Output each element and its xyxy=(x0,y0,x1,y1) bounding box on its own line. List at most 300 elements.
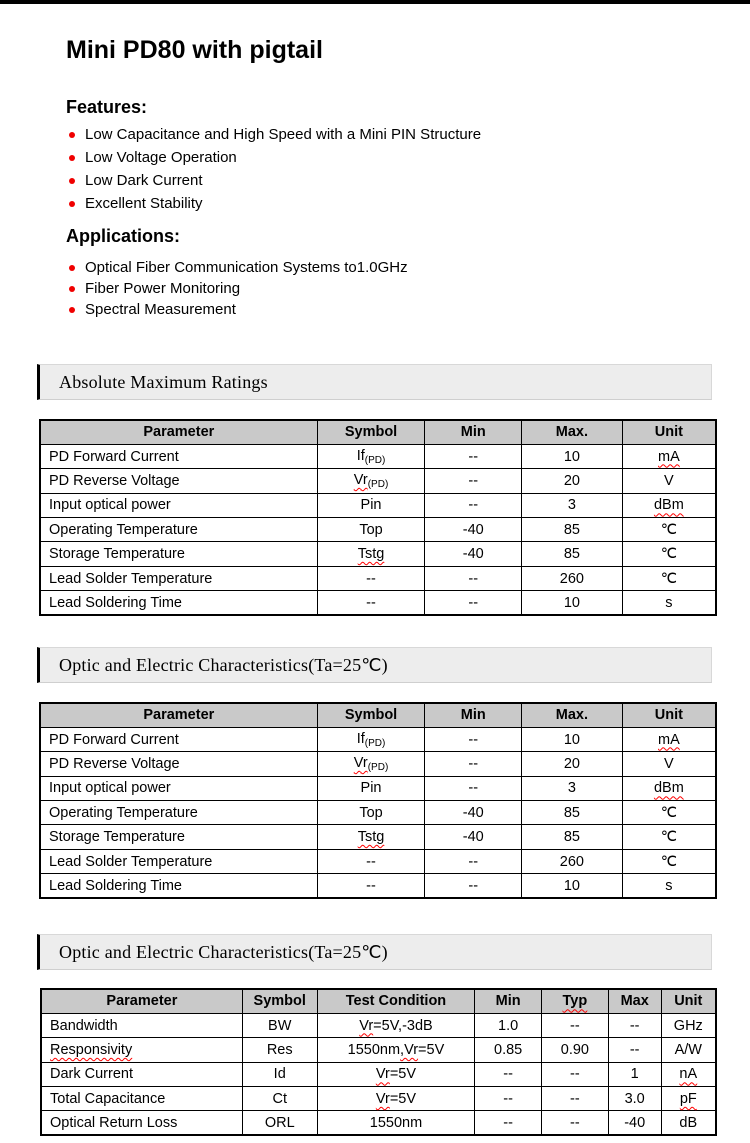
feature-item xyxy=(69,169,481,192)
cell-text: 3.0 xyxy=(624,1090,645,1107)
table-cell xyxy=(40,825,317,849)
table-cell xyxy=(622,849,716,873)
table-cell xyxy=(622,752,716,776)
table-cell xyxy=(317,874,425,898)
table-cell xyxy=(522,776,623,800)
cell-text: Parameter xyxy=(106,993,178,1010)
cell-text: Max. xyxy=(555,424,589,441)
table-cell xyxy=(425,444,522,468)
table-cell xyxy=(608,1062,661,1086)
cell-text: -40 xyxy=(462,829,484,846)
cell-text: Vr xyxy=(375,1090,390,1107)
bullet-icon xyxy=(69,201,75,207)
cell-text: =5V,-3dB xyxy=(373,1017,433,1034)
cell-text: Unit xyxy=(654,424,683,441)
table-header-row xyxy=(40,420,716,444)
cell-text: -- xyxy=(468,780,479,797)
application-item-label: Spectral Measurement xyxy=(85,301,236,318)
cell-text: ORL xyxy=(264,1114,295,1131)
cell-text: ,Vr xyxy=(400,1041,419,1058)
cell-text: -40 xyxy=(462,804,484,821)
table-cell xyxy=(40,752,317,776)
table-header-cell xyxy=(40,703,317,727)
cell-text: Lead Soldering Time xyxy=(49,877,182,894)
cell-text: Storage Temperature xyxy=(49,546,185,563)
cell-text: Max xyxy=(620,993,649,1010)
table-cell xyxy=(425,849,522,873)
cell-text: dB xyxy=(679,1114,698,1131)
cell-text: Tstg xyxy=(357,546,385,563)
table-cell xyxy=(40,776,317,800)
cell-text: -- xyxy=(570,1114,580,1131)
table-cell xyxy=(622,591,716,615)
table-header-row xyxy=(40,703,716,727)
cell-text: Unit xyxy=(674,993,703,1010)
table-header-cell xyxy=(661,989,716,1013)
cell-text: Pin xyxy=(360,497,382,514)
table-row xyxy=(40,566,716,590)
table-cell xyxy=(425,518,522,542)
bullet-icon xyxy=(69,265,75,271)
cell-text: -40 xyxy=(624,1114,646,1131)
table-row xyxy=(40,825,716,849)
cell-text: Input optical power xyxy=(49,497,171,514)
table-cell xyxy=(317,752,425,776)
spec-table xyxy=(39,419,717,616)
cell-text: PD Forward Current xyxy=(49,731,179,748)
cell-text: Min xyxy=(495,993,521,1010)
table-cell xyxy=(608,1013,661,1037)
table-cell xyxy=(522,542,623,566)
table-cell xyxy=(661,1013,716,1037)
table-cell xyxy=(317,825,425,849)
cell-text: Bandwidth xyxy=(50,1017,118,1034)
cell-text: Id xyxy=(273,1066,286,1083)
cell-text: -- xyxy=(570,1066,580,1083)
cell-text: -- xyxy=(366,594,376,611)
table-header-cell xyxy=(40,420,317,444)
table-cell xyxy=(40,591,317,615)
table-header-cell xyxy=(522,420,623,444)
cell-text: -- xyxy=(468,755,479,772)
table-cell xyxy=(522,469,623,493)
cell-text: Operating Temperature xyxy=(49,804,198,821)
feature-item-label: Low Capacitance and High Speed with a Mini PIN Structure xyxy=(85,126,482,143)
table-cell xyxy=(475,1013,542,1037)
cell-text: Parameter xyxy=(143,707,215,724)
cell-text: -- xyxy=(468,570,479,587)
cell-text: -40 xyxy=(462,546,484,563)
table-row xyxy=(40,444,716,468)
table-cell xyxy=(608,1111,661,1135)
cell-text: -- xyxy=(366,570,376,587)
table-row xyxy=(40,776,716,800)
table-cell xyxy=(425,776,522,800)
table-row xyxy=(41,1062,716,1086)
table-cell xyxy=(242,1087,317,1111)
cell-text: 10 xyxy=(563,731,580,748)
cell-text: ℃ xyxy=(660,829,678,846)
cell-text: Min xyxy=(460,707,486,724)
cell-text: =5V xyxy=(418,1041,445,1058)
cell-text: PD Reverse Voltage xyxy=(49,472,180,489)
table-cell xyxy=(40,518,317,542)
table-cell xyxy=(317,727,425,751)
table-cell xyxy=(542,1111,609,1135)
table-cell xyxy=(425,801,522,825)
table-header-row xyxy=(41,989,716,1013)
cell-text: (PD) xyxy=(364,737,386,749)
table-cell xyxy=(425,874,522,898)
cell-text: V xyxy=(664,755,674,772)
cell-text: 3 xyxy=(567,780,576,797)
cell-text: mA xyxy=(658,731,680,748)
table-row xyxy=(41,1111,716,1135)
cell-text: s xyxy=(665,594,673,611)
cell-text: nA xyxy=(679,1066,698,1083)
cell-text: ℃ xyxy=(660,521,678,538)
table-cell xyxy=(425,825,522,849)
page-title: Mini PD80 with pigtail xyxy=(66,36,323,64)
table-cell xyxy=(41,1038,242,1062)
table-cell xyxy=(622,874,716,898)
table-cell xyxy=(661,1038,716,1062)
cell-text: 10 xyxy=(563,877,580,894)
feature-item xyxy=(69,123,481,146)
cell-text: ℃ xyxy=(660,853,678,870)
cell-text: Top xyxy=(359,521,383,538)
cell-text: 85 xyxy=(563,804,580,821)
table-header-cell xyxy=(317,989,475,1013)
cell-text: Tstg xyxy=(357,829,385,846)
table-cell xyxy=(522,518,623,542)
table-cell xyxy=(40,727,317,751)
cell-text: -- xyxy=(570,1090,580,1107)
cell-text: 20 xyxy=(563,472,580,489)
cell-text: 260 xyxy=(559,853,584,870)
table-row xyxy=(40,493,716,517)
cell-text: Max. xyxy=(555,707,589,724)
table-cell xyxy=(40,542,317,566)
table-header-cell xyxy=(542,989,609,1013)
cell-text: -40 xyxy=(462,521,484,538)
cell-text: Unit xyxy=(654,707,683,724)
table-cell xyxy=(522,493,623,517)
bullet-icon xyxy=(69,307,75,313)
cell-text: Storage Temperature xyxy=(49,829,185,846)
table-cell xyxy=(522,825,623,849)
applications-heading: Applications: xyxy=(66,226,181,246)
bullet-icon xyxy=(69,155,75,161)
cell-text: BW xyxy=(268,1017,292,1034)
table-cell xyxy=(425,566,522,590)
application-item xyxy=(69,257,408,278)
cell-text: dBm xyxy=(653,780,684,797)
bullet-icon xyxy=(69,132,75,138)
feature-item-label: Low Dark Current xyxy=(85,172,203,189)
absolute-maximum-ratings-table xyxy=(39,419,717,616)
cell-text: 1550nm xyxy=(369,1114,423,1131)
cell-text: 3 xyxy=(567,497,576,514)
cell-text: Responsivity xyxy=(50,1041,133,1058)
section-heading-optic-electric-characteristics-1: Optic and Electric Characteristics(Ta=25℃) xyxy=(37,647,712,683)
table-cell xyxy=(475,1111,542,1135)
table-cell xyxy=(475,1038,542,1062)
cell-text: 85 xyxy=(563,521,580,538)
cell-text: s xyxy=(665,877,673,894)
table-header-cell xyxy=(425,420,522,444)
table-row xyxy=(40,801,716,825)
cell-text: 0.90 xyxy=(560,1041,589,1058)
table-cell xyxy=(40,493,317,517)
cell-text: If xyxy=(356,447,365,464)
application-item-label: Optical Fiber Communication Systems to1.0GHz xyxy=(85,259,408,276)
cell-text: -- xyxy=(468,497,479,514)
table-header-cell xyxy=(242,989,317,1013)
table-cell xyxy=(317,591,425,615)
table-cell xyxy=(622,444,716,468)
table-cell xyxy=(242,1111,317,1135)
table-row xyxy=(41,1013,716,1037)
table-header-cell xyxy=(622,420,716,444)
table-cell xyxy=(425,727,522,751)
cell-text: -- xyxy=(366,853,376,870)
table-cell xyxy=(317,542,425,566)
feature-item-label: Low Voltage Operation xyxy=(85,149,237,166)
table-cell xyxy=(542,1013,609,1037)
table-cell xyxy=(41,1062,242,1086)
cell-text: Vr xyxy=(375,1066,390,1083)
cell-text: Dark Current xyxy=(50,1066,133,1083)
table-cell xyxy=(317,566,425,590)
features-heading: Features: xyxy=(66,97,148,117)
table-cell xyxy=(622,727,716,751)
bullet-icon xyxy=(69,178,75,184)
cell-text: Input optical power xyxy=(49,780,171,797)
cell-text: =5V xyxy=(389,1066,417,1083)
cell-text: -- xyxy=(468,472,479,489)
table-cell xyxy=(317,1013,475,1037)
table-row xyxy=(40,727,716,751)
cell-text: ℃ xyxy=(660,804,678,821)
table-cell xyxy=(522,591,623,615)
table-header-cell xyxy=(41,989,242,1013)
table-cell xyxy=(317,1087,475,1111)
table-cell xyxy=(608,1087,661,1111)
table-cell xyxy=(40,801,317,825)
table-cell xyxy=(622,566,716,590)
cell-text: -- xyxy=(629,1041,640,1058)
table-cell xyxy=(41,1087,242,1111)
cell-text: Operating Temperature xyxy=(49,521,198,538)
cell-text: PD Reverse Voltage xyxy=(49,755,180,772)
table-row xyxy=(40,542,716,566)
section-heading-optic-electric-characteristics-2: Optic and Electric Characteristics(Ta=25℃) xyxy=(37,934,712,970)
cell-text: ℃ xyxy=(660,570,678,587)
cell-text: Res xyxy=(266,1041,293,1058)
table-cell xyxy=(622,542,716,566)
table-cell xyxy=(522,752,623,776)
cell-text: 1550nm xyxy=(347,1041,401,1058)
table-cell xyxy=(41,1013,242,1037)
cell-text: Pin xyxy=(360,780,382,797)
cell-text: Vr xyxy=(359,1017,374,1034)
application-item-label: Fiber Power Monitoring xyxy=(85,280,241,297)
table-cell xyxy=(622,825,716,849)
cell-text: -- xyxy=(468,853,479,870)
section-heading-absolute-maximum-ratings: Absolute Maximum Ratings xyxy=(37,364,712,400)
table-row xyxy=(40,469,716,493)
feature-item-label: Excellent Stability xyxy=(85,195,203,212)
table-cell xyxy=(317,1062,475,1086)
cell-text: -- xyxy=(570,1017,580,1034)
cell-text: Typ xyxy=(562,993,588,1010)
table-cell xyxy=(661,1087,716,1111)
cell-text: -- xyxy=(366,877,376,894)
table-row xyxy=(40,752,716,776)
cell-text: ℃ xyxy=(660,546,678,563)
spec-table xyxy=(39,702,717,899)
cell-text: 10 xyxy=(563,448,580,465)
cell-text: Symbol xyxy=(253,993,306,1010)
cell-text: =5V xyxy=(389,1090,417,1107)
cell-text: Lead Solder Temperature xyxy=(49,570,213,587)
table-header-cell xyxy=(522,703,623,727)
table-header-cell xyxy=(317,420,425,444)
cell-text: Optical Return Loss xyxy=(50,1114,178,1131)
cell-text: A/W xyxy=(674,1041,702,1058)
cell-text: 0.85 xyxy=(494,1041,523,1058)
table-cell xyxy=(425,493,522,517)
cell-text: If xyxy=(356,730,365,747)
table-cell xyxy=(317,801,425,825)
cell-text: GHz xyxy=(673,1017,703,1034)
table-cell xyxy=(522,727,623,751)
table-cell xyxy=(40,444,317,468)
cell-text: Parameter xyxy=(143,424,215,441)
table-cell xyxy=(317,1111,475,1135)
bullet-icon xyxy=(69,286,75,292)
applications-list xyxy=(69,257,408,320)
features-list xyxy=(69,123,481,215)
cell-text: Symbol xyxy=(344,707,398,724)
application-item xyxy=(69,299,408,320)
cell-text: (PD) xyxy=(367,761,389,773)
table-cell xyxy=(542,1062,609,1086)
cell-text: Test Condition xyxy=(345,993,447,1010)
cell-text: 85 xyxy=(563,546,580,563)
table-header-cell xyxy=(425,703,522,727)
table-cell xyxy=(622,518,716,542)
table-cell xyxy=(317,776,425,800)
cell-text: pF xyxy=(679,1090,697,1107)
table-row xyxy=(40,874,716,898)
table-cell xyxy=(40,469,317,493)
top-border-bar xyxy=(0,0,750,4)
cell-text: Symbol xyxy=(344,424,398,441)
cell-text: 260 xyxy=(559,570,584,587)
table-cell xyxy=(522,849,623,873)
cell-text: -- xyxy=(468,594,479,611)
table-cell xyxy=(522,444,623,468)
table-cell xyxy=(425,752,522,776)
table-cell xyxy=(608,1038,661,1062)
cell-text: dBm xyxy=(653,497,684,514)
table-cell xyxy=(622,493,716,517)
table-cell xyxy=(622,469,716,493)
table-header-cell xyxy=(317,703,425,727)
cell-text: 85 xyxy=(563,829,580,846)
table-cell xyxy=(40,566,317,590)
cell-text: Total Capacitance xyxy=(50,1090,166,1107)
cell-text: mA xyxy=(658,448,680,465)
cell-text: Min xyxy=(460,424,486,441)
table-cell xyxy=(40,849,317,873)
table-row xyxy=(40,518,716,542)
table-cell xyxy=(317,444,425,468)
table-cell xyxy=(542,1038,609,1062)
table-cell xyxy=(242,1062,317,1086)
cell-text: Lead Solder Temperature xyxy=(49,853,213,870)
cell-text: -- xyxy=(468,448,479,465)
table-cell xyxy=(661,1111,716,1135)
cell-text: -- xyxy=(503,1114,513,1131)
table-cell xyxy=(522,874,623,898)
cell-text: V xyxy=(664,472,674,489)
cell-text: Lead Soldering Time xyxy=(49,594,182,611)
cell-text: 10 xyxy=(563,594,580,611)
cell-text: 1 xyxy=(630,1066,639,1083)
cell-text: -- xyxy=(629,1017,640,1034)
cell-text: 20 xyxy=(563,755,580,772)
optic-electric-characteristics-table-2 xyxy=(40,988,717,1136)
optic-electric-characteristics-table-1 xyxy=(39,702,717,899)
table-cell xyxy=(41,1111,242,1135)
cell-text: PD Forward Current xyxy=(49,448,179,465)
table-row xyxy=(40,849,716,873)
cell-text: Top xyxy=(359,804,383,821)
cell-text: -- xyxy=(468,731,479,748)
table-cell xyxy=(317,849,425,873)
cell-text: Vr xyxy=(353,754,368,771)
application-item xyxy=(69,278,408,299)
cell-text: 1.0 xyxy=(498,1017,519,1034)
table-cell xyxy=(40,874,317,898)
feature-item xyxy=(69,192,481,215)
table-cell xyxy=(317,493,425,517)
table-cell xyxy=(425,542,522,566)
table-cell xyxy=(522,801,623,825)
table-cell xyxy=(242,1013,317,1037)
table-cell xyxy=(661,1062,716,1086)
table-cell xyxy=(242,1038,317,1062)
table-cell xyxy=(542,1087,609,1111)
table-cell xyxy=(317,1038,475,1062)
table-header-cell xyxy=(622,703,716,727)
table-cell xyxy=(622,801,716,825)
table-cell xyxy=(522,566,623,590)
table-cell xyxy=(425,591,522,615)
feature-item xyxy=(69,146,481,169)
cell-text: Ct xyxy=(272,1090,287,1107)
cell-text: -- xyxy=(503,1090,513,1107)
cell-text: Vr xyxy=(353,471,368,488)
table-header-cell xyxy=(608,989,661,1013)
table-row xyxy=(40,591,716,615)
table-row xyxy=(41,1087,716,1111)
spec-table xyxy=(40,988,717,1136)
table-cell xyxy=(425,469,522,493)
